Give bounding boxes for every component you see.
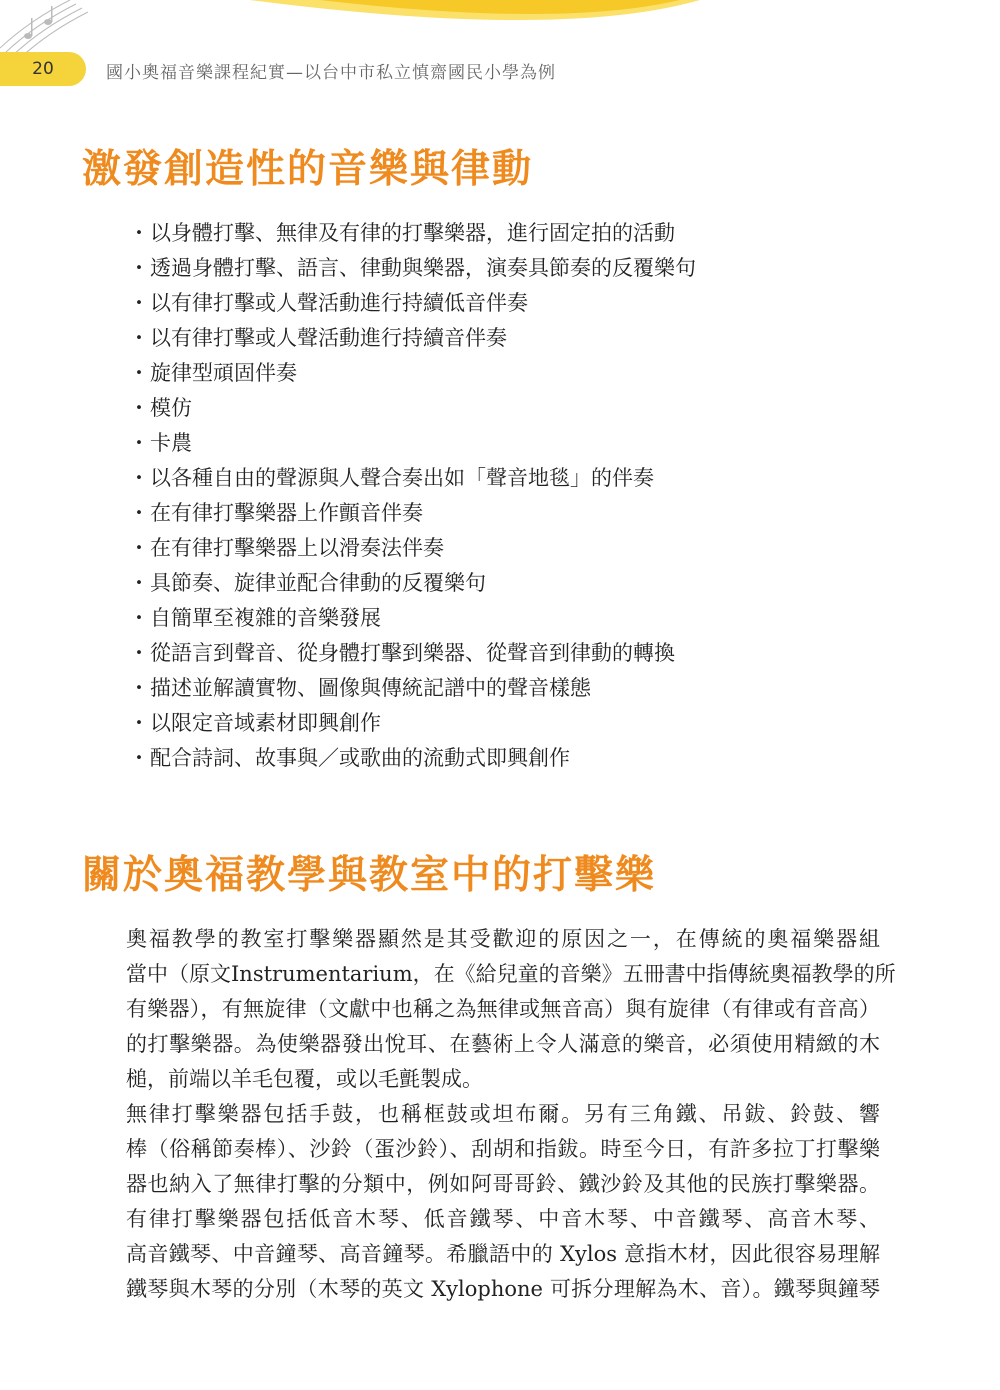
list-item-text: 具節奏、旋律並配合律動的反覆樂句 — [150, 571, 486, 595]
list-item-text: 以身體打擊、無律及有律的打擊樂器，進行固定拍的活動 — [150, 221, 675, 245]
paragraph — [80, 1202, 880, 1307]
bullet-icon: ・ — [128, 361, 150, 385]
bullet-icon: ・ — [128, 291, 150, 315]
list-item — [128, 496, 696, 531]
list-item-text: 卡農 — [150, 431, 192, 455]
list-item-text: 配合詩詞、故事與／或歌曲的流動式即興創作 — [150, 746, 570, 770]
text-line: 器也納入了無律打擊的分類中，例如阿哥哥鈴、鐵沙鈴及其他的民族打擊樂器。 — [126, 1172, 880, 1196]
list-item — [128, 566, 696, 601]
list-item — [128, 706, 696, 741]
section-title-orff-percussion: 關於奧福教學與教室中的打擊樂 — [82, 852, 657, 898]
list-item-text: 以限定音域素材即興創作 — [150, 711, 381, 735]
bullet-icon: ・ — [128, 536, 150, 560]
bullet-icon: ・ — [128, 746, 150, 770]
list-item — [128, 636, 696, 671]
list-item — [128, 426, 696, 461]
list-item-text: 從語言到聲音、從身體打擊到樂器、從聲音到律動的轉換 — [150, 641, 675, 665]
bullet-icon: ・ — [128, 256, 150, 280]
bullet-icon: ・ — [128, 606, 150, 630]
list-item-text: 在有律打擊樂器上以滑奏法伴奏 — [150, 536, 444, 560]
text-line: 當中（原文Instrumentarium，在《給兒童的音樂》五冊書中指傳統奧福教學的所 — [126, 962, 896, 986]
list-item — [128, 531, 696, 566]
list-item — [128, 741, 696, 776]
paragraph — [80, 1097, 880, 1202]
bullet-icon: ・ — [128, 501, 150, 525]
bullet-icon: ・ — [128, 641, 150, 665]
list-item-text: 自簡單至複雜的音樂發展 — [150, 606, 381, 630]
bullet-icon: ・ — [128, 221, 150, 245]
running-title: 國小奧福音樂課程紀實—以台中市私立慎齋國民小學為例 — [106, 63, 556, 83]
list-item — [128, 671, 696, 706]
text-line: 高音鐵琴、中音鐘琴、高音鐘琴。希臘語中的 Xylos 意指木材，因此很容易理解 — [126, 1242, 880, 1266]
list-item-text: 在有律打擊樂器上作顫音伴奏 — [150, 501, 423, 525]
text-line: 有律打擊樂器包括低音木琴、低音鐵琴、中音木琴、中音鐵琴、高音木琴、 — [126, 1207, 880, 1231]
list-item-text: 描述並解讀實物、圖像與傳統記譜中的聲音樣態 — [150, 676, 591, 700]
list-item-text: 旋律型頑固伴奏 — [150, 361, 297, 385]
list-item — [128, 356, 696, 391]
text-line: 有樂器），有無旋律（文獻中也稱之為無律或無音高）與有旋律（有律或有音高） — [126, 997, 880, 1021]
music-staff-swoosh-icon — [0, 0, 1000, 60]
list-item — [128, 321, 696, 356]
list-item-text: 以有律打擊或人聲活動進行持續低音伴奏 — [150, 291, 528, 315]
list-item — [128, 461, 696, 496]
bullet-icon: ・ — [128, 571, 150, 595]
list-item-text: 以有律打擊或人聲活動進行持續音伴奏 — [150, 326, 507, 350]
text-line: 槌，前端以羊毛包覆，或以毛氈製成。 — [126, 1067, 483, 1091]
list-item — [128, 216, 696, 251]
body-text — [80, 922, 896, 1307]
header-decoration — [0, 0, 1000, 60]
list-item-text: 透過身體打擊、語言、律動與樂器，演奏具節奏的反覆樂句 — [150, 256, 696, 280]
text-line: 奧福教學的教室打擊樂器顯然是其受歡迎的原因之一，在傳統的奧福樂器組 — [126, 927, 880, 951]
section-title-creative-music: 激發創造性的音樂與律動 — [82, 146, 534, 192]
list-item — [128, 391, 696, 426]
paragraph — [80, 922, 896, 1097]
text-line: 無律打擊樂器包括手鼓，也稱框鼓或坦布爾。另有三角鐵、吊鈸、鈴鼓、響 — [126, 1102, 880, 1126]
list-item-text: 模仿 — [150, 396, 192, 420]
bullet-icon: ・ — [128, 711, 150, 735]
list-item — [128, 601, 696, 636]
creative-activities-list — [128, 216, 696, 776]
page-number-text: 20 — [32, 59, 54, 79]
bullet-icon: ・ — [128, 676, 150, 700]
list-item — [128, 251, 696, 286]
bullet-icon: ・ — [128, 326, 150, 350]
bullet-icon: ・ — [128, 431, 150, 455]
bullet-icon: ・ — [128, 466, 150, 490]
text-line: 棒（俗稱節奏棒）、沙鈴（蛋沙鈴）、刮胡和指鈸。時至今日，有許多拉丁打擊樂 — [126, 1137, 880, 1161]
list-item — [128, 286, 696, 321]
text-line: 的打擊樂器。為使樂器發出悅耳、在藝術上令人滿意的樂音，必須使用精緻的木 — [126, 1032, 880, 1056]
page-number — [0, 52, 86, 86]
list-item-text: 以各種自由的聲源與人聲合奏出如「聲音地毯」的伴奏 — [150, 466, 654, 490]
text-line: 鐵琴與木琴的分別（木琴的英文 Xylophone 可拆分理解為木、音）。鐵琴與鐘琴 — [126, 1277, 880, 1301]
bullet-icon: ・ — [128, 396, 150, 420]
